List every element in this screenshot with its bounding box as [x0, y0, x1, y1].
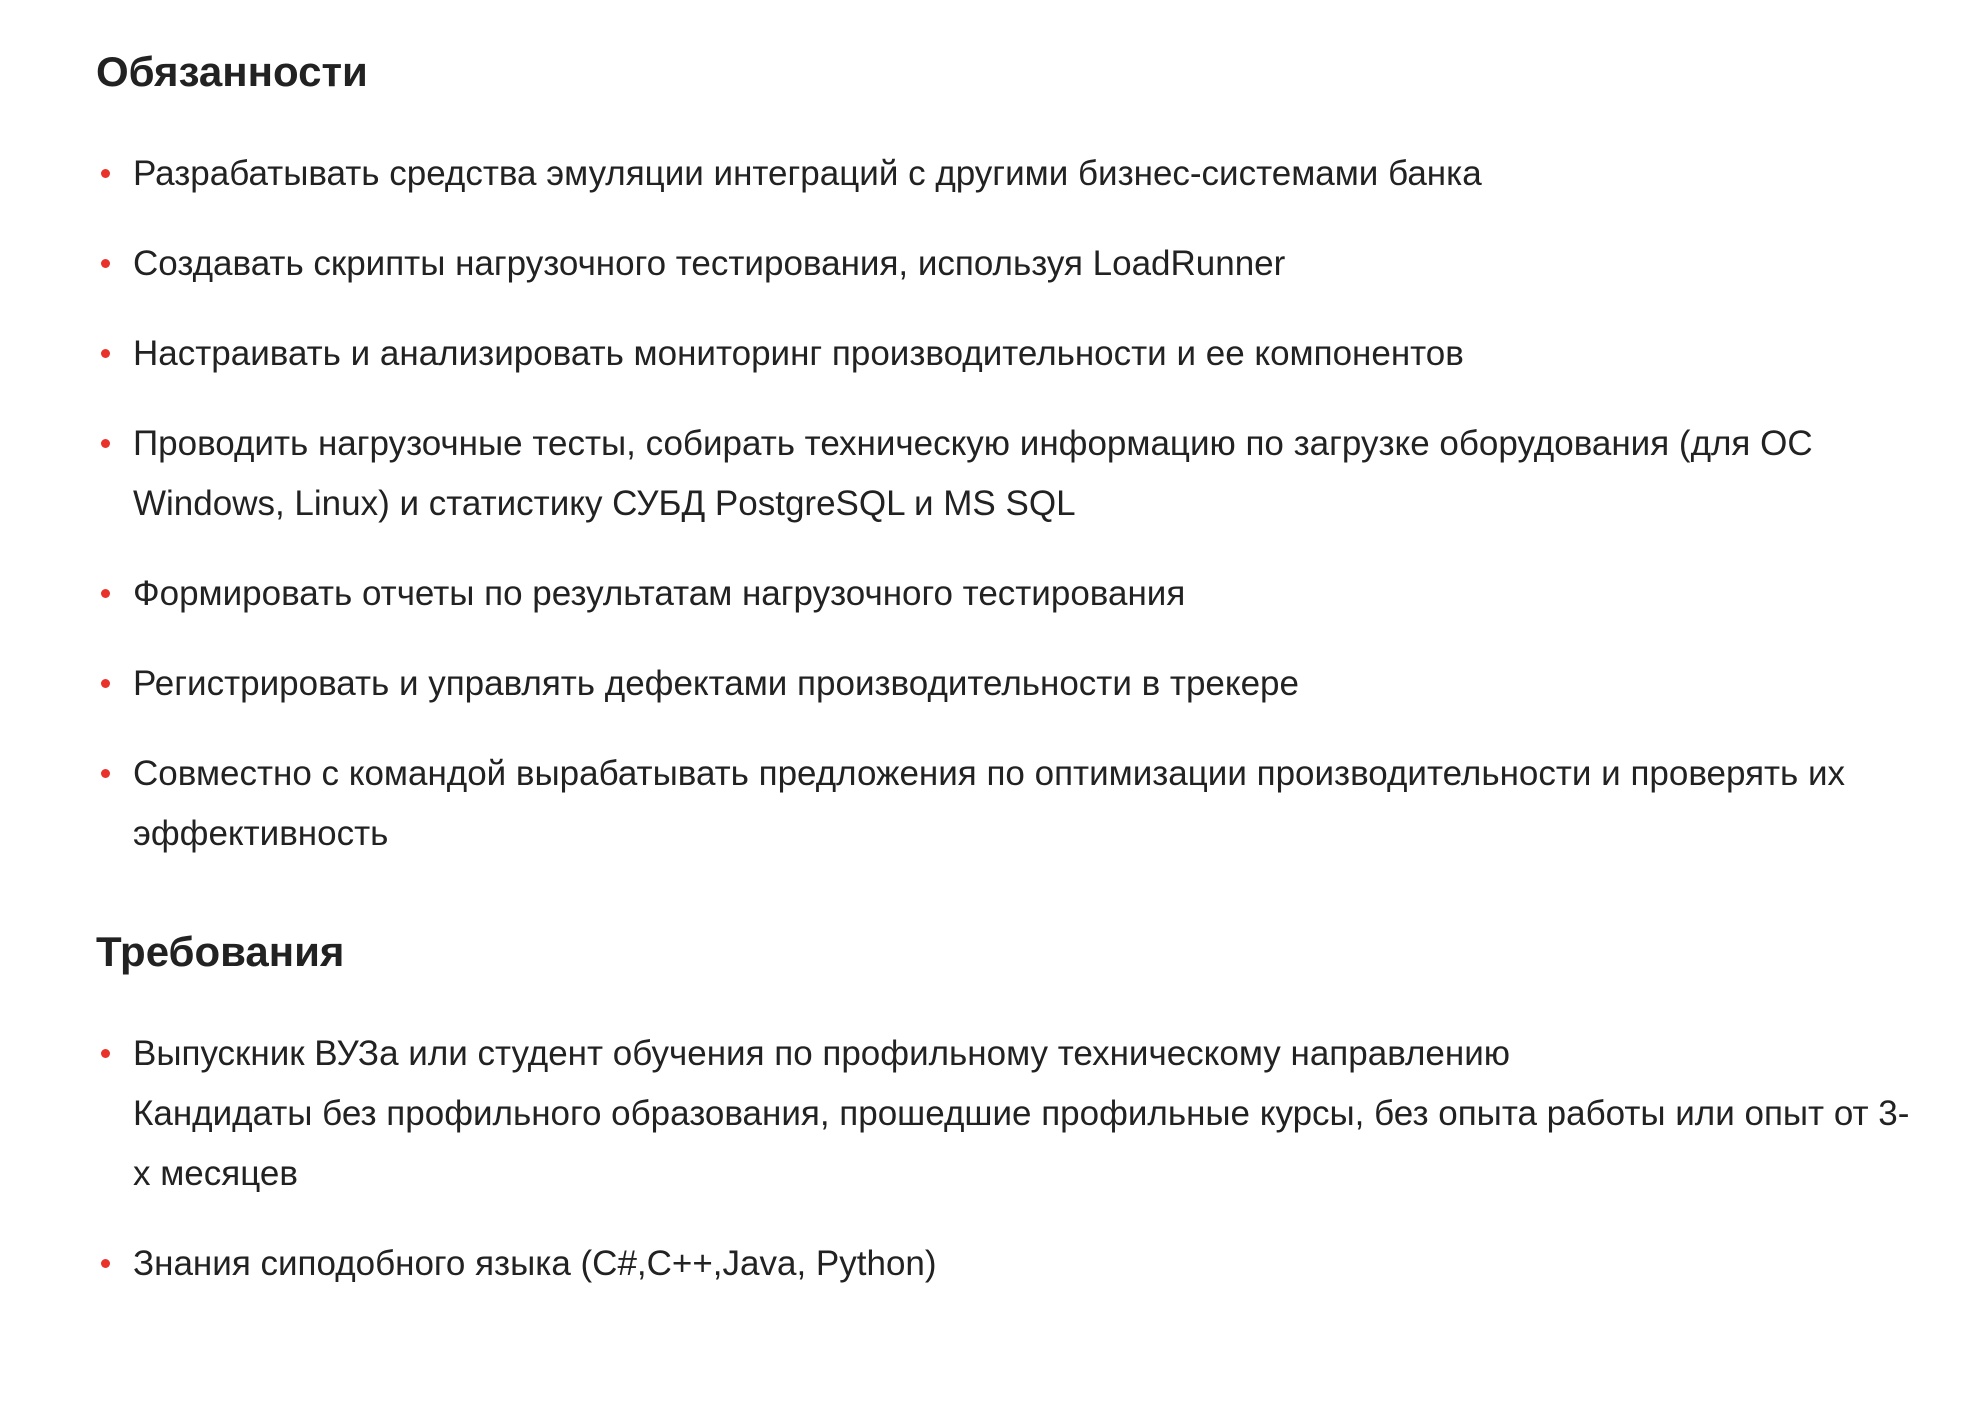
list-item — [96, 564, 1926, 624]
bullet-icon — [101, 679, 110, 688]
list-item-text: Совместно с командой вырабатывать предложения по оптимизации производительности и проверять их эффективность — [133, 754, 1846, 853]
duties-heading: Обязанности — [96, 48, 368, 95]
bullet-icon — [101, 1049, 110, 1058]
list-item — [96, 1024, 1926, 1204]
list-item — [96, 324, 1926, 384]
requirements-list — [96, 1024, 1926, 1294]
list-item — [96, 654, 1926, 714]
bullet-icon — [101, 769, 110, 778]
requirements-heading: Требования — [96, 928, 345, 975]
list-item-text: Кандидаты без профильного образования, прошедшие профильные курсы, без опыта работы или опыт от 3-х месяцев — [133, 1094, 1910, 1193]
bullet-icon — [101, 589, 110, 598]
list-item-text: Знания сиподобного языка (C#,C++,Java, Python) — [133, 1244, 937, 1283]
bullet-icon — [101, 349, 110, 358]
list-item — [96, 234, 1926, 294]
list-item-text: Регистрировать и управлять дефектами производительности в трекере — [133, 664, 1299, 703]
duties-list — [96, 144, 1926, 864]
list-item-text: Разрабатывать средства эмуляции интеграций с другими бизнес-системами банка — [133, 154, 1482, 193]
list-item-text: Выпускник ВУЗа или студент обучения по профильному техническому направлению — [133, 1034, 1510, 1073]
list-item-text: Настраивать и анализировать мониторинг производительности и ее компонентов — [133, 334, 1464, 373]
bullet-icon — [101, 169, 110, 178]
bullet-icon — [101, 1259, 110, 1268]
list-item-text: Формировать отчеты по результатам нагрузочного тестирования — [133, 574, 1186, 613]
list-item — [96, 144, 1926, 204]
list-item — [96, 744, 1926, 864]
bullet-icon — [101, 439, 110, 448]
list-item — [96, 1234, 1926, 1294]
list-item-text: Создавать скрипты нагрузочного тестирования, используя LoadRunner — [133, 244, 1286, 283]
bullet-icon — [101, 259, 110, 268]
list-item-text: Проводить нагрузочные тесты, собирать техническую информацию по загрузке оборудования (для ОС Windows, Linux) и статистику СУБД PostgreSQL и MS SQL — [133, 424, 1813, 523]
list-item — [96, 414, 1926, 534]
